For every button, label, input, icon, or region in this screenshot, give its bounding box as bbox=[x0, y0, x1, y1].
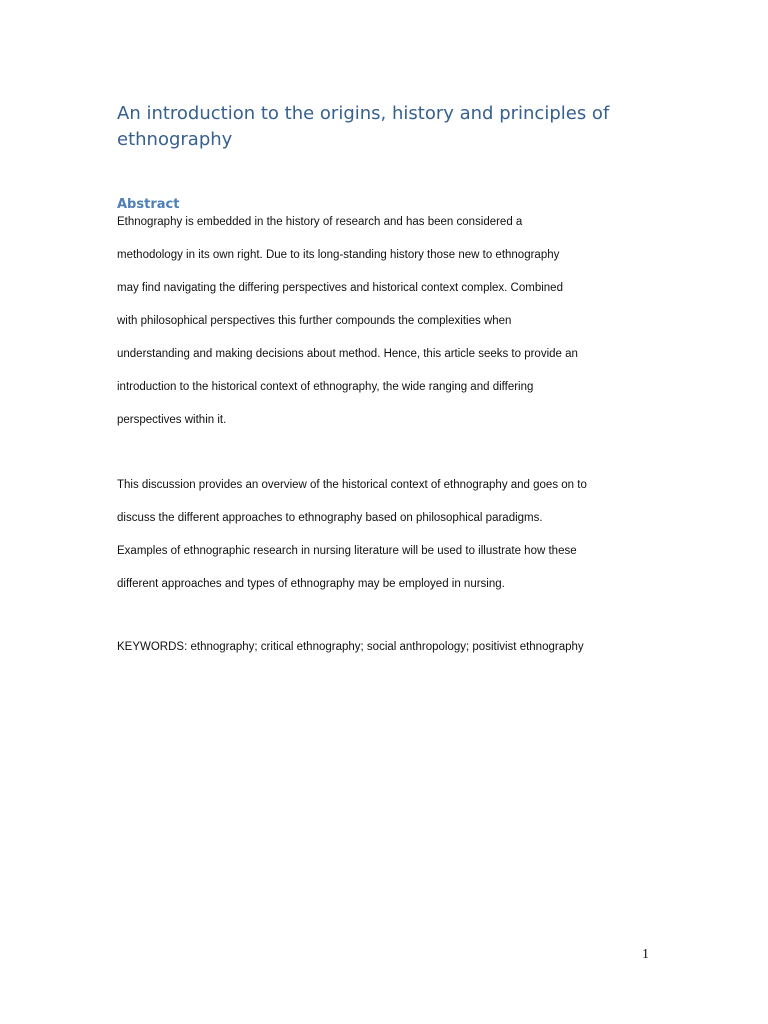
paragraph-line: This discussion provides an overview of the historical context of ethnography and goes on to bbox=[117, 479, 587, 491]
keywords-line: KEYWORDS: ethnography; critical ethnography; social anthropology; positivist ethnography bbox=[117, 641, 584, 653]
abstract-paragraph-2 bbox=[117, 477, 587, 609]
paragraph-line: discuss the different approaches to ethnography based on philosophical paradigms. bbox=[117, 512, 543, 524]
page-number: 1 bbox=[642, 947, 649, 962]
paragraph-line: methodology in its own right. Due to its long-standing history those new to ethnography bbox=[117, 249, 560, 261]
paragraph-line: Examples of ethnographic research in nursing literature will be used to illustrate how these bbox=[117, 545, 577, 557]
paragraph-line: Ethnography is embedded in the history of research and has been considered a bbox=[117, 216, 523, 228]
paragraph-line: may find navigating the differing perspectives and historical context complex. Combined bbox=[117, 282, 563, 294]
paragraph-line: understanding and making decisions about method. Hence, this article seeks to provide an bbox=[117, 348, 578, 360]
document-title: An introduction to the origins, history and principles of ethnography bbox=[117, 103, 610, 150]
abstract-heading: Abstract bbox=[117, 197, 180, 212]
paragraph-line: with philosophical perspectives this further compounds the complexities when bbox=[117, 315, 512, 327]
paragraph-line: introduction to the historical context of ethnography, the wide ranging and differing bbox=[117, 381, 534, 393]
paragraph-line: perspectives within it. bbox=[117, 414, 227, 426]
paragraph-line: different approaches and types of ethnography may be employed in nursing. bbox=[117, 578, 505, 590]
abstract-paragraph-1 bbox=[117, 214, 578, 445]
